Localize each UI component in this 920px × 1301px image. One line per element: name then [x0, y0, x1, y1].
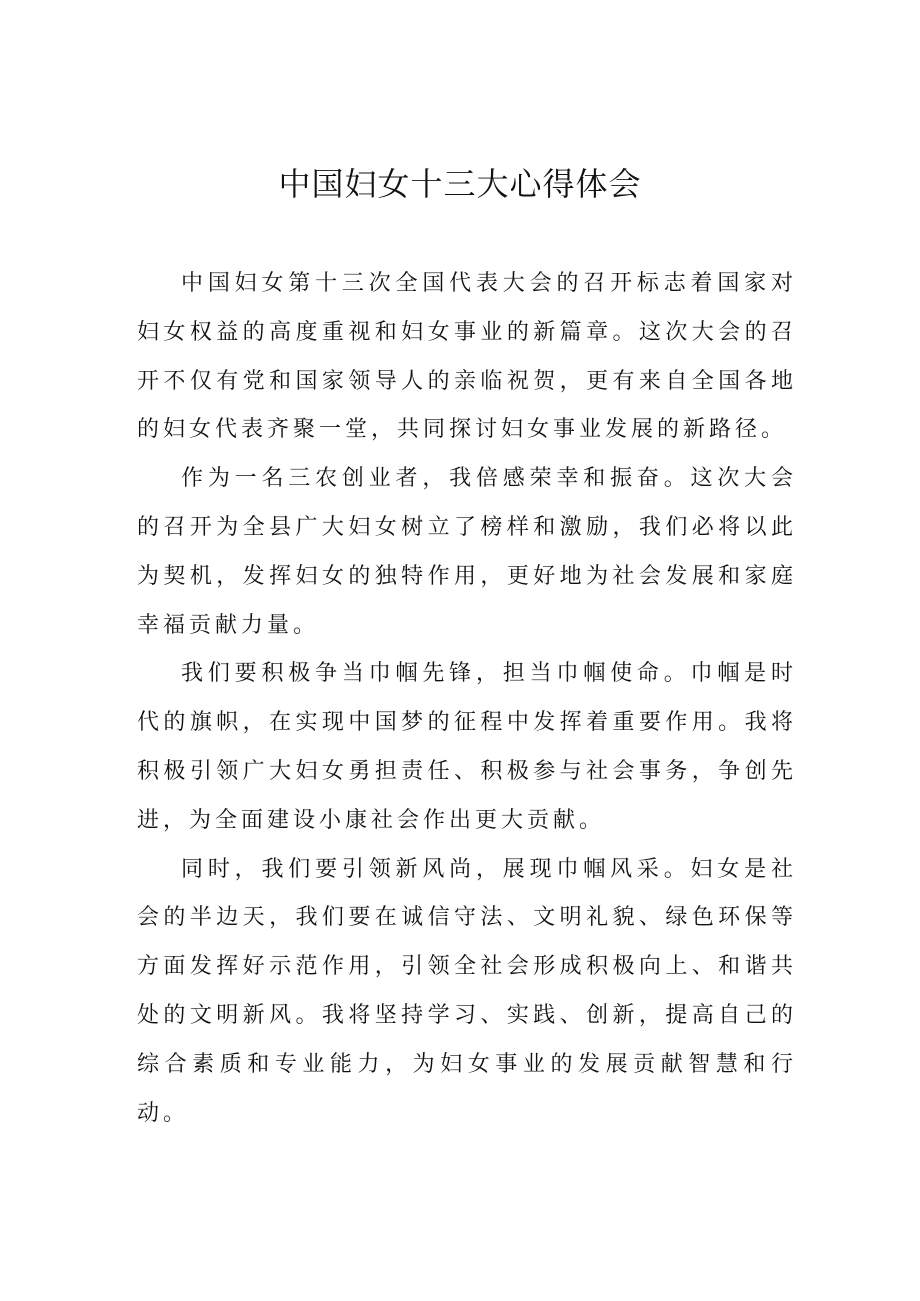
paragraph-1: 中国妇女第十三次全国代表大会的召开标志着国家对妇女权益的高度重视和妇女事业的新篇章。这次大会的召开不仅有党和国家领导人的亲临祝贺，更有来自全国各地的妇女代表齐聚一堂，共同探讨妇女事业发展的新路径。	[137, 271, 797, 443]
document-title: 中国妇女十三大心得体会	[278, 165, 642, 203]
document-body	[137, 260, 797, 1138]
paragraph-3: 我们要积极争当巾帼先锋，担当巾帼使命。巾帼是时代的旗帜，在实现中国梦的征程中发挥着重要作用。我将积极引领广大妇女勇担责任、积极参与社会事务，争创先进，为全面建设小康社会作出更大贡献。	[137, 661, 797, 833]
paragraph-4: 同时，我们要引领新风尚，展现巾帼风采。妇女是社会的半边天，我们要在诚信守法、文明礼貌、绿色环保等方面发挥好示范作用，引领全社会形成积极向上、和谐共处的文明新风。我将坚持学习、实践、创新，提高自己的综合素质和专业能力，为妇女事业的发展贡献智慧和行动。	[137, 856, 797, 1126]
paragraph-2: 作为一名三农创业者，我倍感荣幸和振奋。这次大会的召开为全县广大妇女树立了榜样和激励，我们必将以此为契机，发挥妇女的独特作用，更好地为社会发展和家庭幸福贡献力量。	[137, 466, 797, 638]
